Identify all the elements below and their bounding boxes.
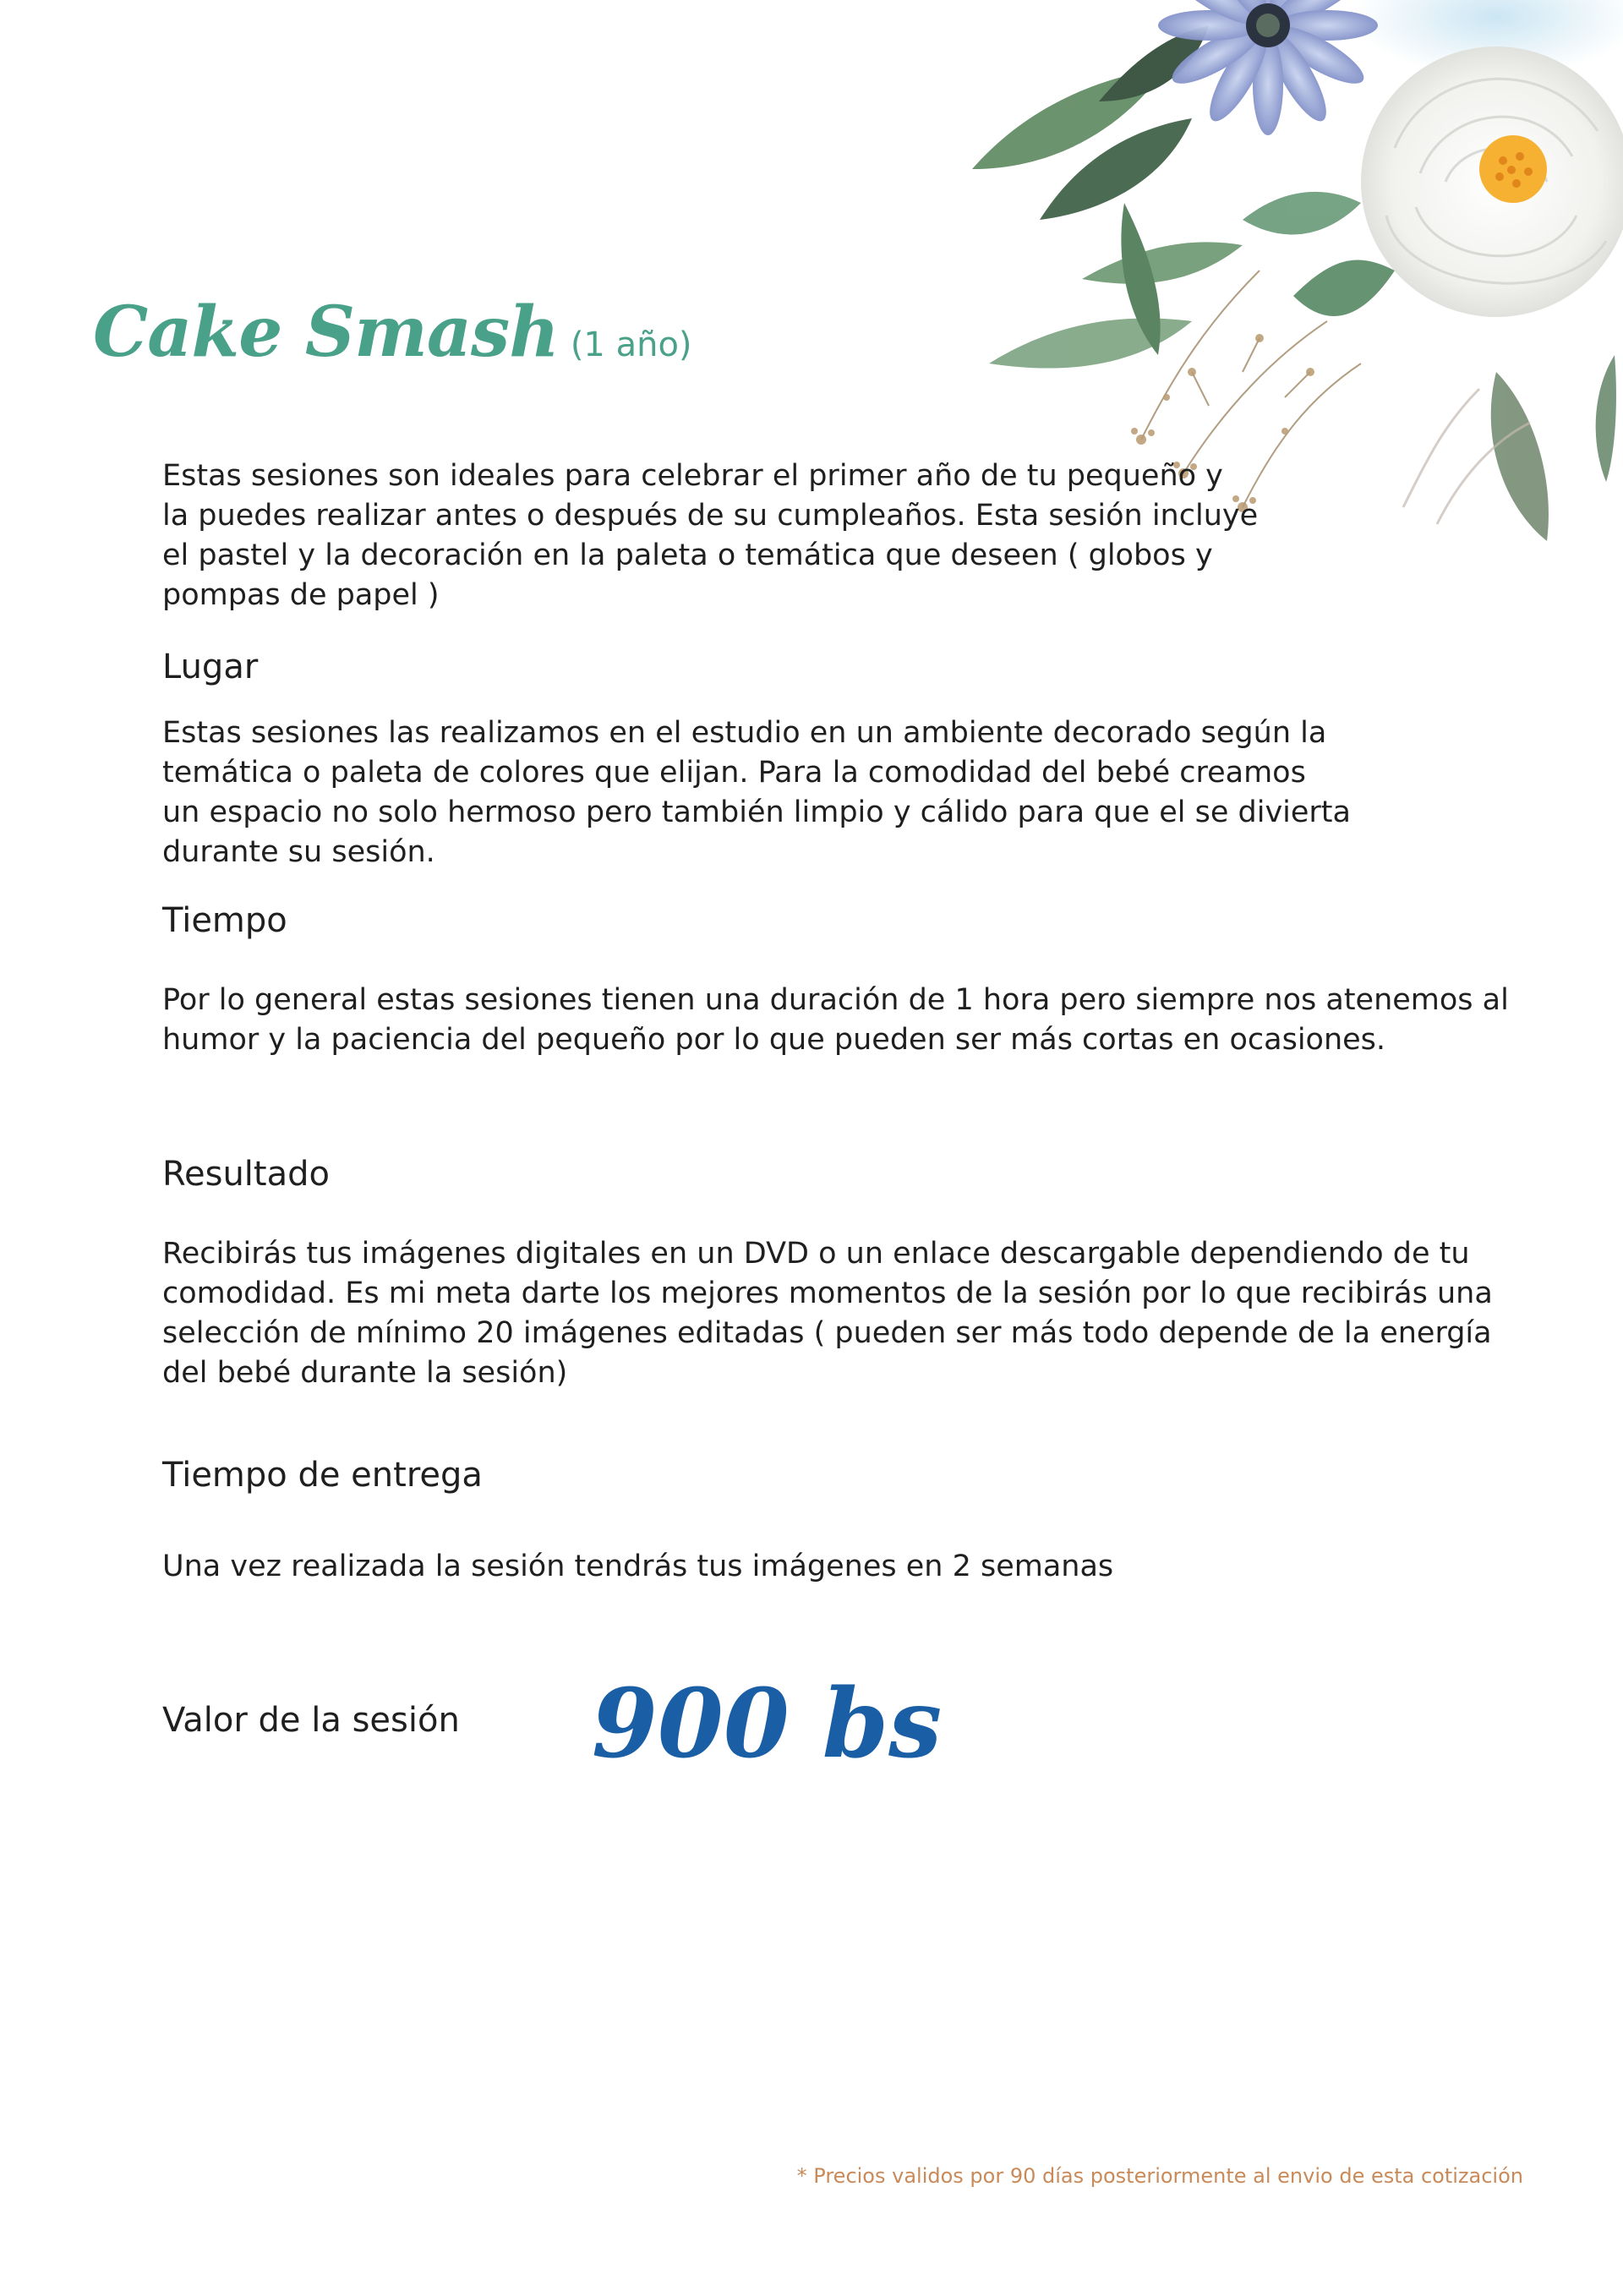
paragraph-resultado: Recibirás tus imágenes digitales en un DVD o un enlace descargable dependiendo de tu comodidad. Es mi meta darte los mejores momentos de la sesión por lo que recibirás una selección de mínimo 20 imágenes editadas ( pueden ser más todo depende de la energía del bebé durante la sesión) [162, 1237, 1493, 1390]
blue-flower [1158, 0, 1378, 135]
heading-entrega: Tiempo de entrega [162, 1456, 483, 1495]
heading-tiempo: Tiempo [162, 901, 287, 940]
paragraph-entrega: Una vez realizada la sesión tendrás tus imágenes en 2 semanas [162, 1550, 1114, 1583]
paragraph-lugar: Estas sesiones las realizamos en el estudio en un ambiente decorado según la temática o paleta de colores que elijan. Para la comodidad del bebé creamos un espacio no solo hermoso pero también limpio y cálido para que el se divierta durante su sesión. [162, 716, 1351, 869]
page-title [93, 292, 692, 373]
paragraph-tiempo: Por lo general estas sesiones tienen una duración de 1 hora pero siempre nos atenemos al humor y la paciencia del pequeño por lo que pueden ser más cortas en ocasiones. [162, 983, 1509, 1057]
white-rose [1361, 46, 1623, 317]
intro-paragraph: Estas sesiones son ideales para celebrar el primer año de tu pequeño y la puedes realizar antes o después de su cumpleaños. Esta sesión incluye el pastel y la decoración en la paleta o temática que deseen ( globos y pompas de papel ) [162, 459, 1259, 612]
heading-lugar: Lugar [162, 648, 259, 686]
heading-resultado: Resultado [162, 1155, 330, 1194]
title-main: Cake Smash [93, 292, 559, 373]
price-label: Valor de la sesión [162, 1701, 460, 1740]
price-value: 900 bs [592, 1669, 943, 1779]
title-sub: (1 año) [570, 325, 692, 364]
footnote: * Precios validos por 90 días posteriormente al envio de esta cotización [796, 2164, 1523, 2188]
